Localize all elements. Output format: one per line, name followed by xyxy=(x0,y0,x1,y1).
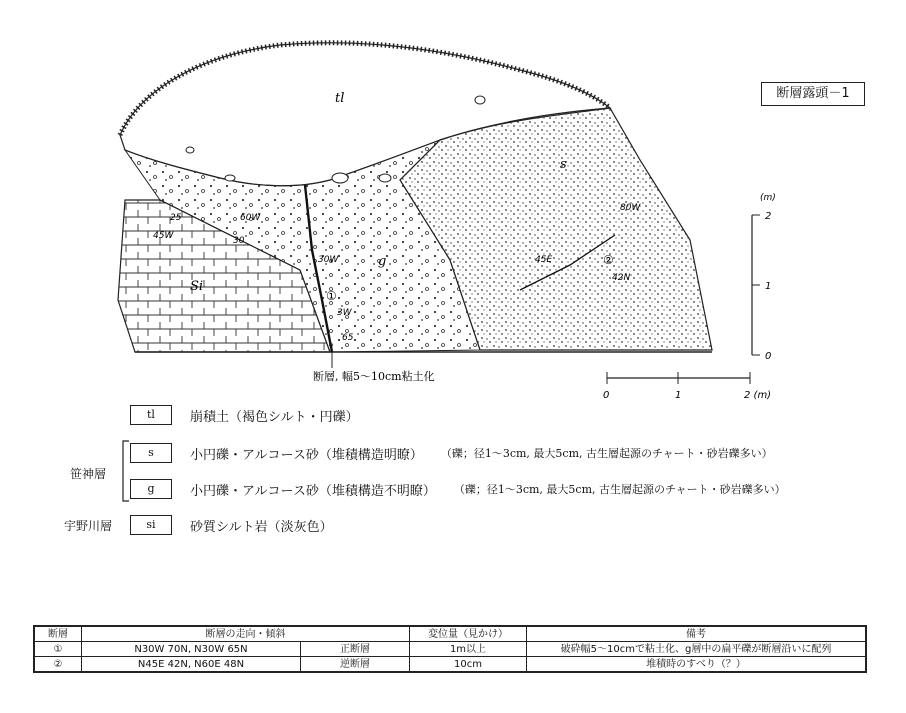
dip-label: 3W xyxy=(337,308,352,318)
legend-swatch-g: g xyxy=(130,479,172,499)
table-cell: 堆積時のすべり（？） xyxy=(527,657,867,673)
table-row xyxy=(34,657,866,673)
legend-item-s xyxy=(130,442,773,464)
table-cell: 10cm xyxy=(410,657,527,673)
group-bracket xyxy=(120,440,130,502)
dip-label: 30W xyxy=(318,255,339,265)
table-cell: 1m以上 xyxy=(410,642,527,657)
table-cell: N45E 42N, N60E 48N xyxy=(82,657,301,673)
legend-item-si xyxy=(130,514,333,536)
dip-label: 80W xyxy=(620,203,641,213)
legend-item-g xyxy=(130,478,786,500)
table-cell: ② xyxy=(34,657,82,673)
table-row xyxy=(34,642,866,657)
dip-label: 42N xyxy=(612,273,631,283)
legend-swatch-s: s xyxy=(130,443,172,463)
figure-title: 断層露頭－1 xyxy=(761,82,865,106)
table-header-row xyxy=(34,626,866,642)
legend-note: （礫；径1～3cm, 最大5cm, 古生層起源のチャート・砂岩礫多い） xyxy=(440,447,773,460)
legend-note: （礫；径1～3cm, 最大5cm, 古生層起源のチャート・砂岩礫多い） xyxy=(453,483,786,496)
table-header: 備考 xyxy=(527,626,867,642)
table-cell: 正断層 xyxy=(301,642,410,657)
vscale-unit: (m) xyxy=(760,193,776,203)
fault-marker-2: ② xyxy=(603,253,614,267)
group-label-unogawa: 宇野川層 xyxy=(64,519,113,533)
legend-swatch-tl: tl xyxy=(130,405,172,425)
dip-label: 65 xyxy=(342,333,354,343)
unit-label-g: g xyxy=(378,254,387,269)
dip-label: 30 xyxy=(233,236,245,246)
horizontal-scale xyxy=(603,372,771,401)
dip-label: 45W xyxy=(153,231,174,241)
dip-label: 45E xyxy=(535,255,553,265)
vertical-scale xyxy=(752,193,776,362)
dip-label: 60W xyxy=(240,213,261,223)
table-cell: 破砕幅5～10cmで粘土化、g層中の扁平礫が断層沿いに配列 xyxy=(527,642,867,657)
unit-label-si: Si xyxy=(190,279,204,294)
table-header: 変位量（見かけ） xyxy=(410,626,527,642)
legend-text: 砂質シルト岩（淡灰色） xyxy=(190,519,333,535)
unit-label-s: s xyxy=(560,157,567,172)
legend-text: 小円礫・アルコース砂（堆積構造不明瞭） xyxy=(190,483,436,499)
fault-caption: 断層, 幅5～10cm粘土化 xyxy=(313,370,435,383)
hscale-unit: 2 (m) xyxy=(744,390,772,401)
dip-label: 25 xyxy=(170,213,182,223)
legend-text: 小円礫・アルコース砂（堆積構造明瞭） xyxy=(190,447,423,463)
hscale-tick: 1 xyxy=(675,390,682,401)
fault-marker-1: ① xyxy=(326,289,337,303)
table-cell: ① xyxy=(34,642,82,657)
legend-text: 崩積土（褐色シルト・円礫） xyxy=(190,409,359,425)
table-header: 断層 xyxy=(34,626,82,642)
hscale-tick: 0 xyxy=(603,390,610,401)
legend-swatch-si: si xyxy=(130,515,172,535)
legend-item-tl xyxy=(130,404,359,426)
table-cell: 逆断層 xyxy=(301,657,410,673)
group-label-sasagami: 笹神層 xyxy=(70,467,107,481)
vscale-tick: 0 xyxy=(765,351,772,362)
table-header: 断層の走向・傾斜 xyxy=(82,626,410,642)
unit-label-tl: tl xyxy=(335,91,345,106)
fault-table xyxy=(33,625,867,673)
vscale-tick: 2 xyxy=(765,211,772,222)
vscale-tick: 1 xyxy=(765,281,772,292)
table-cell: N30W 70N, N30W 65N xyxy=(82,642,301,657)
